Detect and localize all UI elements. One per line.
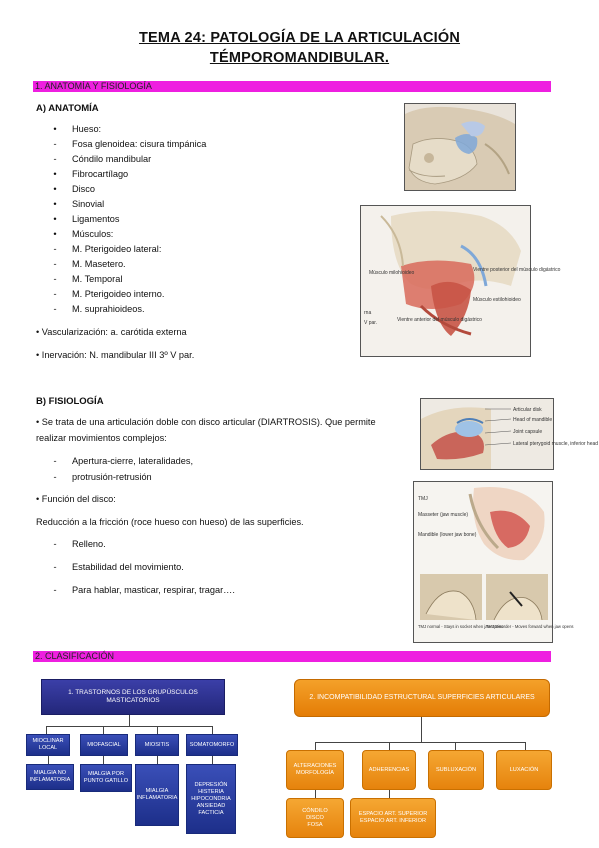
connector-line	[103, 756, 104, 764]
connector-line	[455, 742, 456, 750]
category-luxacion: LUXACIÓN	[496, 750, 552, 790]
reduccion-text: Reducción a la fricción (roce hueso con hueso) de las superficies.	[36, 517, 304, 527]
connector-line	[315, 742, 525, 743]
connector-line	[157, 756, 158, 764]
connector-line	[46, 726, 47, 734]
list-item: - Relleno.	[53, 539, 106, 549]
connector-line	[157, 726, 158, 734]
fisiologia-heading: B) FISIOLOGÍA	[36, 396, 104, 407]
category-adherencias: ADHERENCIAS	[362, 750, 416, 790]
list-item: - M. Pterigoideo lateral:	[53, 244, 162, 254]
vascularizacion-text: • Vascularización: a. carótida externa	[36, 327, 187, 337]
connector-line	[103, 726, 104, 734]
figure-label: rna	[364, 310, 372, 316]
figure-label: Músculo estilohioideo	[473, 297, 521, 303]
connector-line	[212, 756, 213, 764]
figure-label: V par.	[364, 320, 378, 326]
subcategory-adherencias-list	[350, 798, 436, 838]
list-item: • Músculos:	[53, 229, 114, 239]
fisiologia-intro	[36, 414, 426, 446]
list-item: - M. Pterigoideo interno.	[53, 289, 165, 299]
list-item: • Hueso:	[53, 124, 102, 134]
anatomia-heading: A) ANATOMÍA	[36, 103, 99, 114]
list-item: - Estabilidad del movimiento.	[53, 562, 184, 572]
page-title: TEMA 24: PATOLOGÍA DE LA ARTICULACIÓN	[138, 30, 461, 46]
figure-label: Masseter (jaw muscle)	[418, 512, 469, 518]
category-subluxacion: SUBLUXACIÓN	[428, 750, 484, 790]
fisiologia-intro-line1: • Se trata de una articulación doble con disco articular (DIARTROSIS). Que permite	[36, 417, 376, 427]
subcategory-alteraciones-list	[286, 798, 344, 838]
list-item: - M. suprahioideos.	[53, 304, 145, 314]
list-item: • Sinovial	[53, 199, 105, 209]
subcategory-espacio-inferior: ESPACIO ART. INFERIOR	[360, 818, 426, 824]
inervacion-text: • Inervación: N. mandibular III 3º V par.	[36, 350, 195, 360]
list-item: • Ligamentos	[53, 214, 120, 224]
subcategory-espacio-superior: ESPACIO ART. SUPERIOR	[358, 811, 428, 817]
subcategory-mialgia-no-inflamatoria: MIALGIA NO INFLAMATORIA	[26, 764, 74, 790]
list-item: - protrusión-retrusión	[53, 472, 152, 482]
clasificacion-root-incompatibilidad: 2. INCOMPATIBILIDAD ESTRUCTURAL SUPERFICIES ARTICULARES	[294, 679, 550, 717]
clasificacion-root-trastornos: 1. TRASTORNOS DE LOS GRUPÚSCULOS MASTICATORIOS	[41, 679, 225, 715]
subcategory-fosa: FOSA	[307, 821, 323, 828]
subcategory-mialgia-punto-gatillo: MIALGIA POR PUNTO GATILLO	[80, 764, 132, 792]
category-somatomorfo: SOMATOMORFO	[186, 734, 238, 756]
connector-line	[212, 726, 213, 734]
connector-line	[315, 742, 316, 750]
subcategory-somatomorfo-list: DEPRESIÓN HISTERIA HIPOCONDRIA ANSIEDAD FACTICIA	[186, 764, 236, 834]
page-title-line2: TÉMPOROMANDIBULAR.	[209, 50, 390, 66]
list-item: - Cóndilo mandibular	[53, 154, 152, 164]
category-alteraciones-morfologia: ALTERACIONES MORFOLOGÍA	[286, 750, 344, 790]
skull-tmj-image	[404, 103, 516, 191]
figure-label: Joint capsule	[513, 429, 543, 435]
subcategory-disco: DISCO	[306, 814, 324, 821]
section-bar-clasificacion: 2. CLASIFICACIÓN	[33, 651, 551, 662]
suprahyoid-muscles-image	[360, 205, 561, 357]
list-item: - M. Temporal	[53, 274, 123, 284]
category-miositis: MIOSITIS	[135, 734, 179, 756]
figure-label: Lateral pterygoid muscle, inferior head	[513, 441, 599, 447]
figure-label: Articular disk	[513, 407, 542, 413]
category-mioclinar-local: MIOCLINAR LOCAL	[26, 734, 70, 756]
figure-label: Vientre anterior del músculo digástrico	[397, 317, 482, 323]
list-item: • Disco	[53, 184, 95, 194]
fisiologia-intro-line2: realizar movimientos complejos:	[36, 433, 167, 443]
connector-line	[421, 717, 422, 742]
figure-label: Mandible (lower jaw bone)	[418, 532, 477, 538]
figure-label: TMJ normal - Stays in socket when jaw opens	[418, 624, 504, 629]
figure-label: Vientre posterior del músculo digástrico	[473, 267, 561, 273]
figure-label: TMJ	[418, 496, 428, 502]
connector-line	[389, 790, 390, 798]
list-item: - M. Masetero.	[53, 259, 126, 269]
section-bar-anatomia: 1. ANATOMÍA Y FISIOLOGÍA	[33, 81, 551, 92]
figure-label: Head of mandible	[513, 417, 553, 423]
connector-line	[48, 756, 49, 764]
list-item: - Fosa glenoidea: cisura timpánica	[53, 139, 207, 149]
tmj-disorder-image	[413, 481, 574, 643]
category-miofascial: MIOFASCIAL	[80, 734, 128, 756]
subcategory-mialgia-inflamatoria: MIALGIA INFLAMATORIA	[135, 764, 179, 826]
figure-label: TMJ Disorder - Moves forward when jaw opens	[486, 624, 574, 629]
connector-line	[315, 790, 316, 798]
connector-line	[129, 714, 130, 726]
list-item: • Fibrocartílago	[53, 169, 129, 179]
list-item: - Para hablar, masticar, respirar, tragar….	[53, 585, 235, 595]
articular-disk-image	[420, 398, 599, 470]
connector-line	[525, 742, 526, 750]
funcion-heading: • Función del disco:	[36, 494, 116, 504]
connector-line	[46, 726, 212, 727]
figure-label: Músculo milohioideo	[369, 270, 415, 276]
list-item: - Apertura-cierre, lateralidades,	[53, 456, 194, 466]
connector-line	[389, 742, 390, 750]
subcategory-condilo: CÓNDILO	[302, 807, 328, 814]
